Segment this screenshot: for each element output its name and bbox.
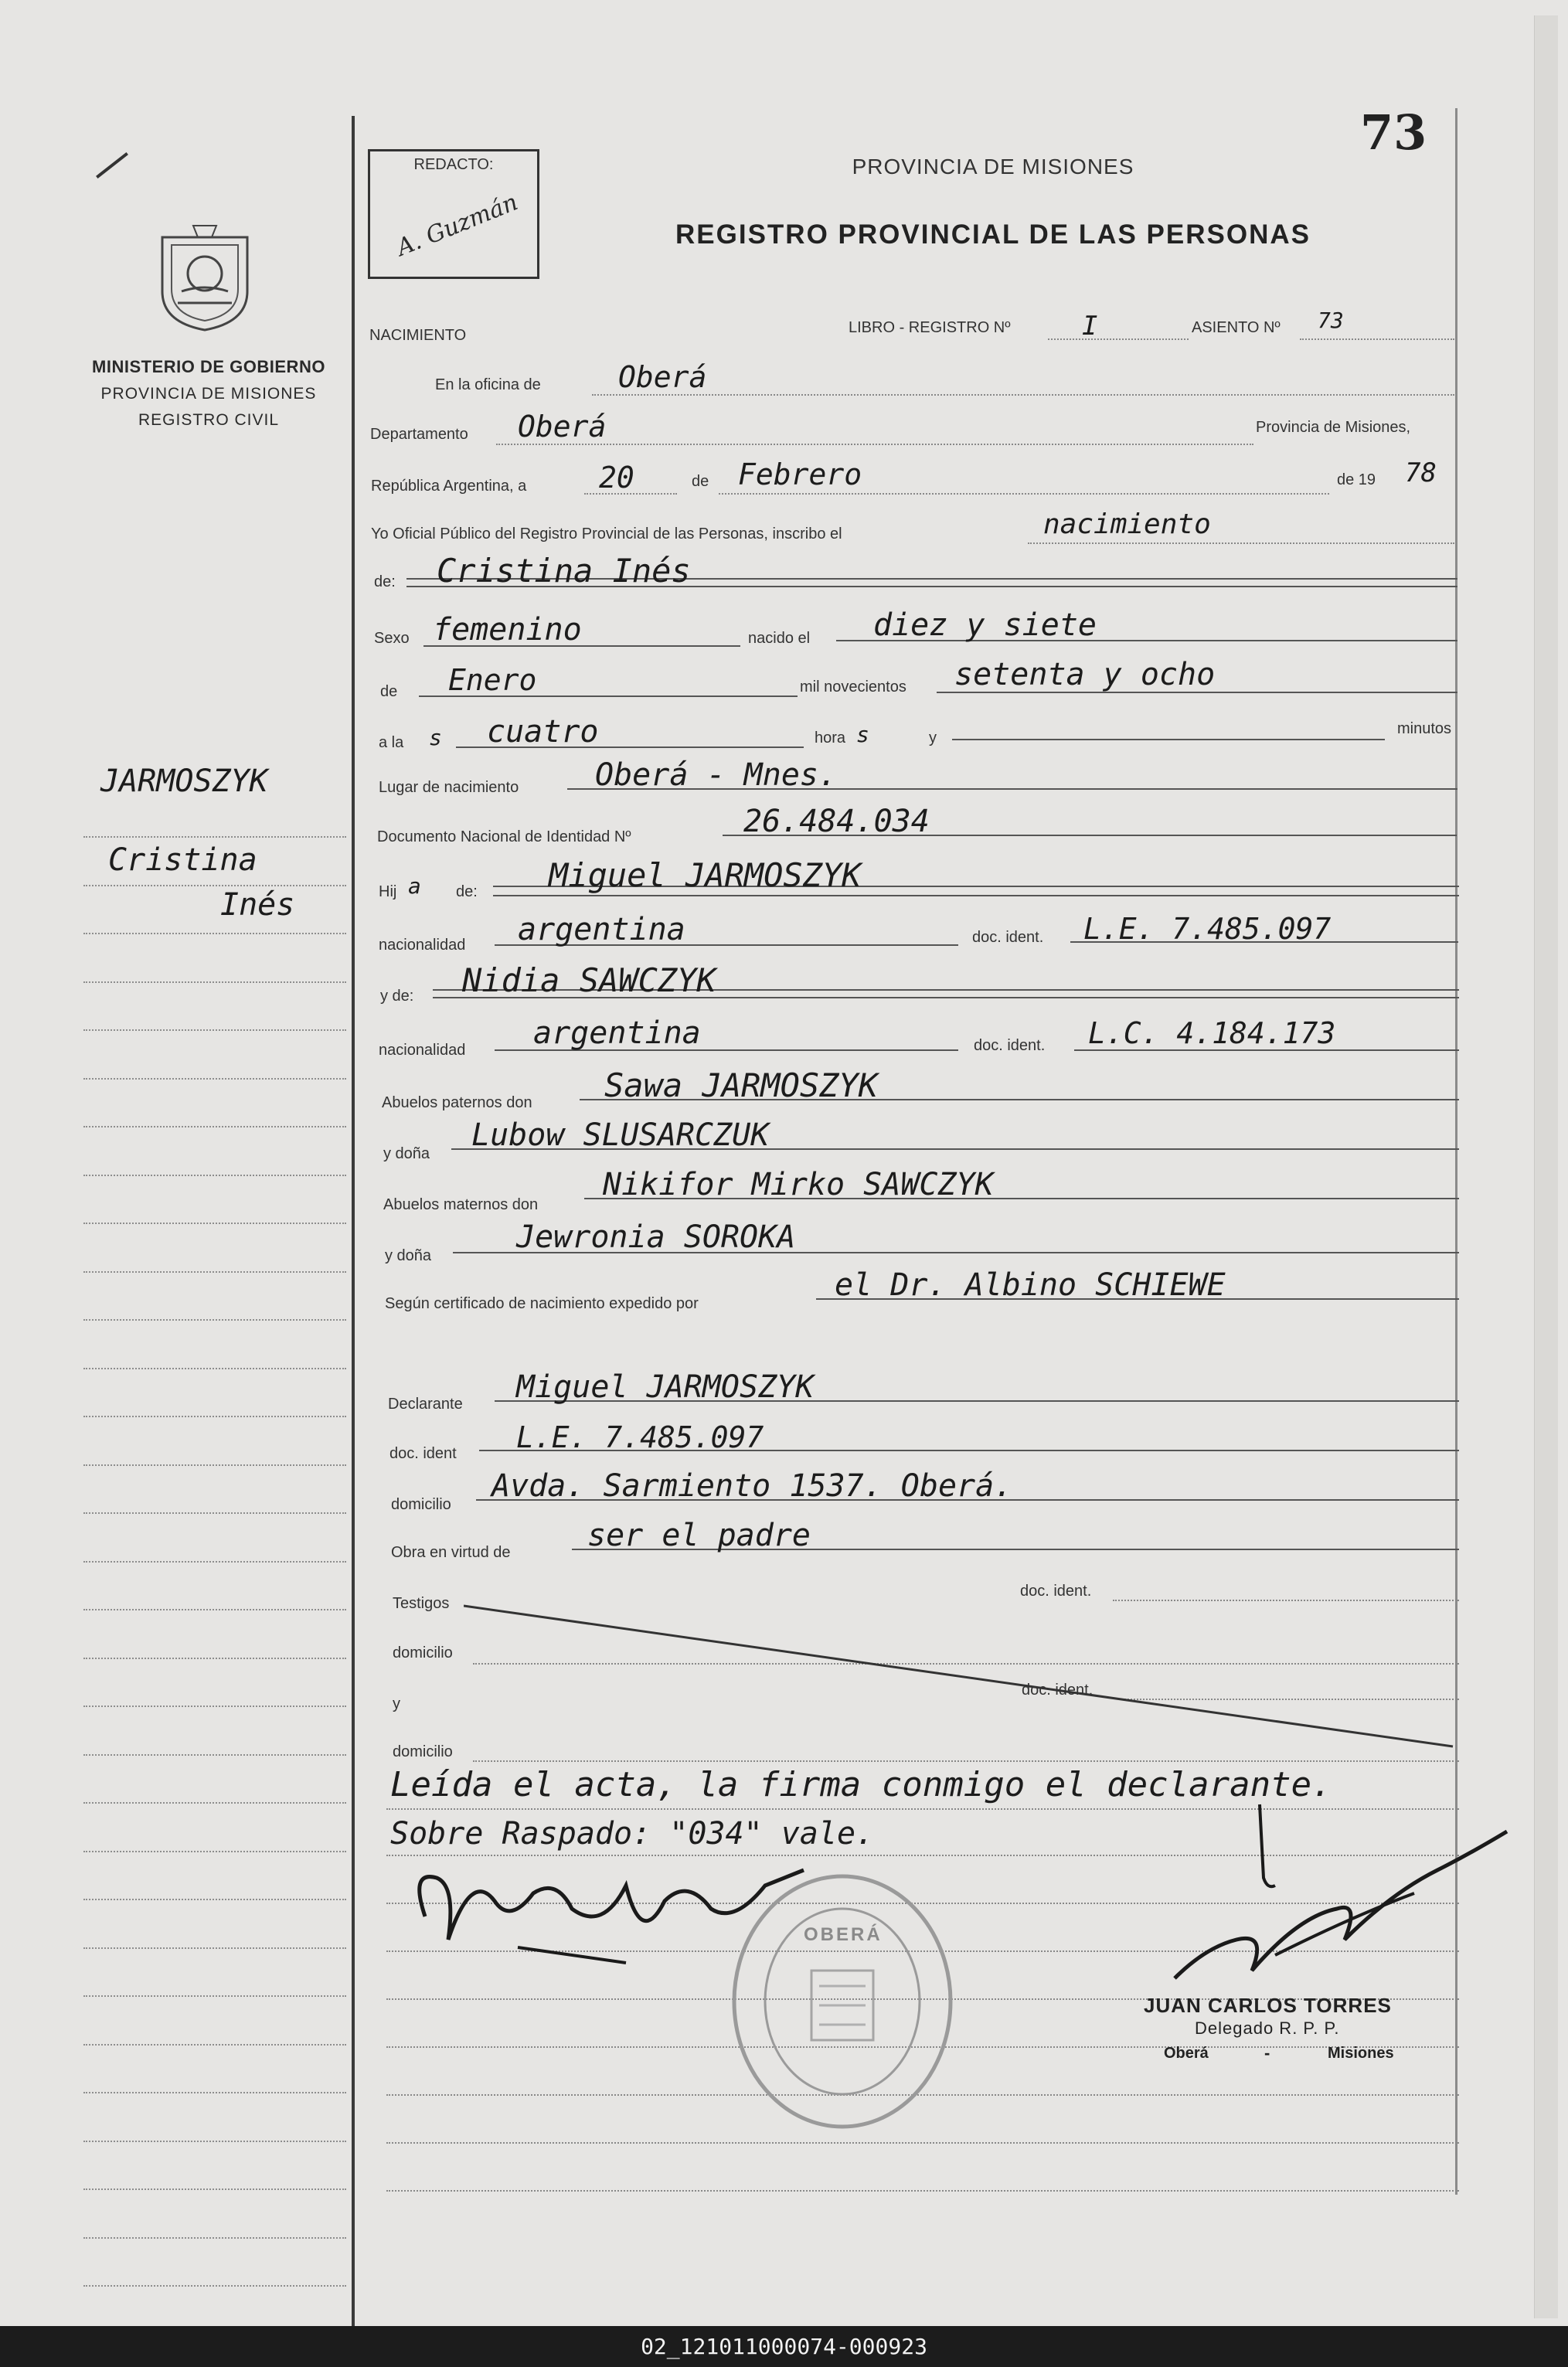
docd-label: doc. ident: [389, 1445, 457, 1462]
ydona1-value: Lubow SLUSARCZUK: [471, 1117, 770, 1153]
nac1-value: argentina: [518, 912, 685, 947]
mil-label: mil novecientos: [800, 678, 906, 695]
oficina-value: Oberá: [618, 360, 707, 394]
hij-suffix: a: [408, 873, 421, 899]
anio-prefix: de 19: [1337, 471, 1376, 488]
inscribo-value: nacimiento: [1043, 508, 1211, 540]
nacido-label: nacido el: [748, 630, 811, 647]
inscribo-line: [1028, 542, 1454, 544]
sexo-label: Sexo: [374, 630, 410, 647]
margin-ruled-line: [83, 2141, 346, 2142]
margin-given-1: Cristina: [108, 842, 257, 878]
hora-value: cuatro: [487, 714, 599, 750]
dia-value: 20: [599, 461, 634, 495]
cert-label: Según certificado de nacimiento expedido por: [385, 1295, 699, 1312]
ministry-line-2: PROVINCIA DE MISIONES: [100, 385, 317, 403]
nac2-value: argentina: [533, 1015, 701, 1051]
de-label: de: [692, 473, 709, 490]
margin-ruled-line: [83, 1512, 346, 1514]
domicilio-label: domicilio: [391, 1496, 451, 1513]
ydona2-label: y doña: [385, 1247, 432, 1264]
inscribo-label: Yo Oficial Público del Registro Provincial de las Personas, inscribo el: [371, 525, 842, 542]
official-title: Delegado R. P. P.: [1195, 2018, 1340, 2038]
de2-label: de: [380, 683, 398, 700]
lugar-value: Oberá - Mnes.: [595, 757, 838, 793]
ministry-line-1: MINISTERIO DE GOBIERNO: [92, 357, 325, 376]
mes-nac-value: Enero: [448, 663, 537, 697]
abp-value: Sawa JARMOSZYK: [604, 1066, 879, 1104]
margin-ruled-line: [83, 2237, 346, 2239]
margin-ruled-line: [83, 885, 346, 886]
ydona1-label: y doña: [383, 1145, 430, 1162]
obra-label: Obra en virtud de: [391, 1544, 511, 1561]
registry-seal-icon: [726, 1870, 958, 2133]
footer-code: 02_121011000074-000923: [641, 2334, 927, 2359]
coat-of-arms-icon: [147, 218, 263, 334]
margin-ruled-line: [83, 1223, 346, 1224]
closing-line-2: Sobre Raspado: "034" vale.: [390, 1816, 875, 1852]
yde-label: y de:: [380, 988, 414, 1005]
departamento-label: Departamento: [370, 426, 468, 443]
ruled-line: [386, 1808, 1459, 1810]
margin-ruled-line: [83, 1706, 346, 1707]
republica-label: República Argentina, a: [371, 478, 527, 495]
libro-label: LIBRO - REGISTRO Nº: [849, 319, 1011, 336]
y-testigo-label: y: [393, 1695, 400, 1712]
y-label: y: [929, 729, 937, 746]
asiento-label: ASIENTO Nº: [1192, 319, 1281, 336]
official-signature: [1159, 1824, 1515, 2001]
margin-ruled-line: [83, 2092, 346, 2093]
mes-value: Febrero: [738, 457, 862, 491]
asiento-line: [1300, 338, 1454, 340]
ala-s: s: [429, 725, 442, 750]
abm-value: Nikifor Mirko SAWCZYK: [603, 1167, 994, 1202]
pen-tick-mark: [96, 152, 128, 179]
margin-ruled-line: [83, 1561, 346, 1563]
doc-ident-a-label: doc. ident.: [1020, 1583, 1092, 1600]
mes-line: [719, 493, 1329, 495]
closing-line-1: Leída el acta, la firma conmigo el declarante.: [390, 1765, 1332, 1804]
madre-value: Nidia SAWCZYK: [462, 961, 716, 999]
margin-ruled-line: [83, 1368, 346, 1369]
ala-label: a la: [379, 734, 404, 751]
page-edge: [1534, 15, 1558, 2318]
margin-ruled-line: [83, 2285, 346, 2287]
ruled-line: [386, 2190, 1459, 2192]
margin-rule: [352, 116, 355, 2326]
hora-label: hora: [815, 729, 846, 746]
margin-ruled-line: [83, 1319, 346, 1321]
departamento-line: [496, 444, 1253, 445]
declarante-label: Declarante: [388, 1396, 463, 1413]
margin-ruled-line: [83, 1078, 346, 1080]
ministry-line-3: REGISTRO CIVIL: [138, 411, 280, 429]
de-persona-label: de:: [374, 573, 396, 590]
libro-line: [1048, 338, 1189, 340]
hij-label: Hij: [379, 883, 397, 900]
domicilio-a-label: domicilio: [393, 1644, 453, 1661]
cert-value: el Dr. Albino SCHIEWE: [835, 1267, 1226, 1303]
sexo-value: femenino: [433, 612, 582, 648]
ruled-line: [386, 2142, 1459, 2144]
margin-ruled-line: [83, 1899, 346, 1900]
margin-ruled-line: [83, 836, 346, 838]
nacido-value: diez y siete: [873, 607, 1097, 643]
margin-ruled-line: [83, 1802, 346, 1804]
anio-nac-value: setenta y ocho: [954, 657, 1216, 692]
registry-heading: REGISTRO PROVINCIAL DE LAS PERSONAS: [675, 219, 1311, 250]
dni-label: Documento Nacional de Identidad Nº: [377, 828, 631, 845]
abp-label: Abuelos paternos don: [382, 1094, 532, 1111]
margin-ruled-line: [83, 1416, 346, 1417]
doc1-value: L.E. 7.485.097: [1083, 912, 1332, 946]
margin-ruled-line: [83, 1995, 346, 1997]
strike-through-mark: [464, 1600, 1461, 1754]
libro-value: I: [1082, 311, 1098, 342]
redacto-signature: A. Guzmán: [393, 189, 522, 262]
record-type-label: NACIMIENTO: [369, 327, 467, 344]
doc2-label: doc. ident.: [974, 1037, 1046, 1054]
margin-ruled-line: [83, 1947, 346, 1949]
margin-ruled-line: [83, 1175, 346, 1176]
margin-ruled-line: [83, 933, 346, 934]
official-dash: -: [1264, 2043, 1270, 2063]
footer-bar: [0, 2326, 1568, 2367]
margin-ruled-line: [83, 1126, 346, 1127]
margin-ruled-line: [83, 2188, 346, 2190]
docd-value: L.E. 7.485.097: [516, 1420, 764, 1454]
ministry-block: [77, 357, 340, 437]
margin-ruled-line: [83, 981, 346, 983]
doc-ident-b-label: doc. ident.: [1022, 1682, 1094, 1699]
margin-ruled-line: [83, 1464, 346, 1466]
margin-ruled-line: [83, 1851, 346, 1852]
redacto-box: [368, 149, 539, 279]
oficina-label: En la oficina de: [435, 376, 541, 393]
testigos-label: Testigos: [393, 1595, 450, 1612]
official-city: Oberá: [1164, 2045, 1209, 2062]
lugar-label: Lugar de nacimiento: [379, 779, 519, 796]
domicilio-b-label: domicilio: [393, 1743, 453, 1760]
asiento-value: 73: [1318, 308, 1344, 333]
page-number: 73: [1360, 104, 1427, 161]
seal-center-text: OBERÁ: [804, 1924, 883, 1945]
margin-ruled-line: [83, 1029, 346, 1031]
hora-s: s: [856, 722, 869, 747]
margin-ruled-line: [83, 1609, 346, 1610]
provincia-suffix: Provincia de Misiones,: [1256, 419, 1411, 436]
domicilio-b-line: [473, 1760, 1459, 1762]
doc2-value: L.C. 4.184.173: [1088, 1016, 1336, 1050]
redacto-label: REDACTO:: [413, 156, 494, 173]
official-name: JUAN CARLOS TORRES: [1144, 1994, 1392, 2017]
oficina-line: [592, 394, 1454, 396]
nombre-value: Cristina Inés: [437, 552, 691, 590]
padre-value: Miguel JARMOSZYK: [549, 856, 862, 894]
doc1-label: doc. ident.: [972, 929, 1044, 946]
margin-ruled-line: [83, 2044, 346, 2046]
nac1-label: nacionalidad: [379, 937, 466, 954]
declarante-value: Miguel JARMOSZYK: [516, 1369, 815, 1405]
official-province: Misiones: [1328, 2045, 1394, 2062]
departamento-value: Oberá: [518, 410, 607, 444]
margin-given-2: Inés: [220, 887, 295, 923]
province-heading: PROVINCIA DE MISIONES: [852, 155, 1134, 179]
nac2-label: nacionalidad: [379, 1042, 466, 1059]
dni-value: 26.484.034: [743, 804, 930, 839]
ydona2-value: Jewronia SOROKA: [516, 1219, 796, 1255]
anio-value: 78: [1405, 457, 1437, 488]
minutos-label: minutos: [1397, 720, 1452, 737]
margin-surname: JARMOSZYK: [100, 763, 268, 799]
margin-ruled-line: [83, 1271, 346, 1273]
padre-line-2: [493, 895, 1459, 896]
margin-ruled-line: [83, 1754, 346, 1756]
hij-de: de:: [456, 883, 478, 900]
obra-value: ser el padre: [587, 1518, 811, 1553]
domicilio-value: Avda. Sarmiento 1537. Oberá.: [491, 1468, 1013, 1504]
margin-ruled-line: [83, 1658, 346, 1659]
abm-label: Abuelos maternos don: [383, 1196, 539, 1213]
minutos-line: [952, 739, 1385, 740]
